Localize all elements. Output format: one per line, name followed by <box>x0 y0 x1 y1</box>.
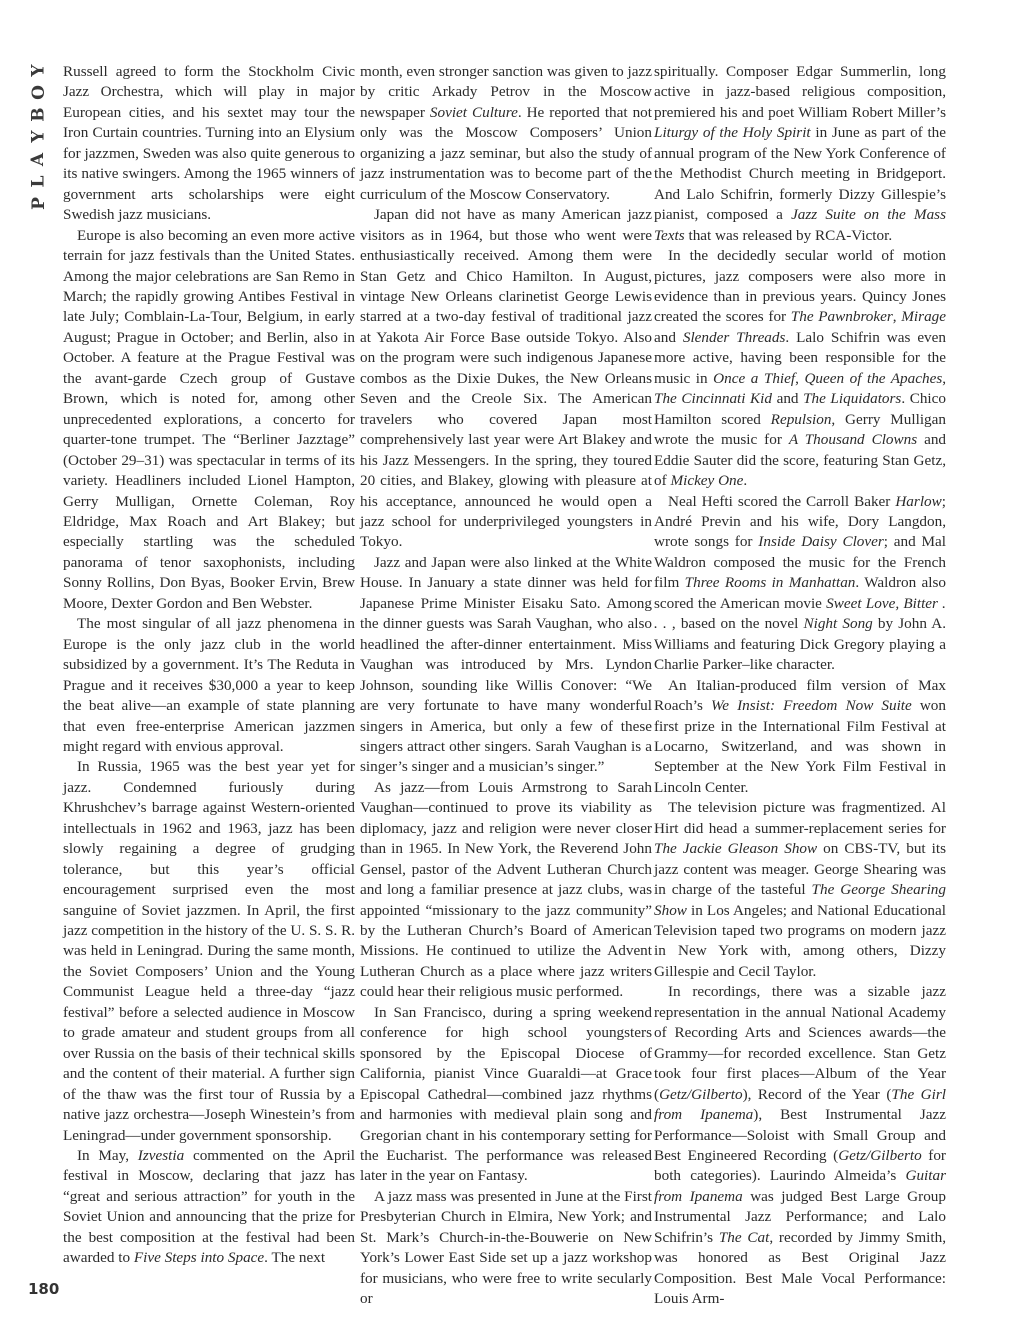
masthead-letter: P <box>28 197 49 210</box>
article-paragraph: In Russia, 1965 was the best year yet for jazz. Condemned furiously during Khrushchev’s barrage against Western-oriented intellectuals in 1962 and 1963, jazz has been slowly regaining a degree of grudging tolerance, but this year’s official encouragement surprised even the most sanguine of Soviet jazzmen. In April, the first jazz competition in the history of the U. S. S. R. was held in Leningrad. During the same month, the Soviet Composers’ Union and the Young Communist League held a three-day “jazz festival” before a selected audience in Moscow to grade amateur and student groups from all over Russia on the basis of their technical skills and the content of their material. A further sign of the thaw was the first tour of Russia by a native jazz orchestra—Joseph Winestein’s from Leningrad—under government sponsorship. <box>63 758 355 1144</box>
masthead-letter: A <box>28 152 49 166</box>
article-paragraph: In recordings, there was a sizable jazz representation in the annual National Academy of Recording Arts and Sciences awards—the Grammy—for recorded excellence. Stan Getz took four first places—Album of the Year (Getz/Gilberto), Record of the Year (The Girl from Ipanema), Best Instrumental Jazz Performance—Soloist with Small Group and Best Engineered Recording (Getz/Gilberto for both categories). Laurindo Almeida’s Guitar from Ipanema was judged Best Large Group Instrumental Jazz Performance; and Lalo Schifrin’s The Cat, recorded by Jimmy Smith, was honored as Best Original Jazz Composition. Best Male Vocal Performance: Louis Arm- <box>654 983 947 1308</box>
page-number: 180 <box>28 1280 60 1298</box>
article-column-2 <box>360 62 652 1308</box>
article-paragraph: month, even stronger sanction was given to jazz by critic Arkady Petrov in the Moscow newspaper Soviet Culture. He reported that not only was the Moscow Composers’ Union organizing a jazz seminar, but also the study of jazz instrumentation was to become part of the curriculum of the Moscow Conservatory. <box>360 63 652 203</box>
masthead-vertical <box>26 62 52 212</box>
article-paragraph: Russell agreed to form the Stockholm Civic Jazz Orchestra, which will play in major European cities, and his sextet may tour the Iron Curtain countries. Turning into an Elysium for jazzmen, Sweden was also quite generous to its native swingers. Among the 1965 winners of government arts scholarships were eight Swedish jazz musicians. <box>63 63 355 224</box>
article-paragraph: In San Francisco, during a spring weekend conference for high school youngsters sponsored by the Episcopal Diocese of California, pianist Vince Guaraldi—at Grace Episcopal Cathedral—combined jazz rhythms and harmonies with medieval plain song and Gregorian chant in his contemporary setting for the Eucharist. The performance was released later in the year on Fantasy. <box>360 1003 652 1185</box>
article-paragraph: Japan did not have as many American jazz visitors as in 1964, but those who went were enthusiastically received. Among them were Stan Getz and Chico Hamilton. In August, vintage New Orleans clarinetist George Lewis starred at a two-day festival of traditional jazz at Yakota Air Force Base outside Tokyo. Also on the program were such indigenous Japanese combos as the Dixie Dukes, the New Orleans Seven and the Creole Six. The American travelers who covered Japan most comprehensively last year were Art Blakey and his Jazz Messengers. In the spring, they toured 20 cities, and Blakey, glowing with pleasure at his acceptance, announced he would open a jazz school for underprivileged youngsters in Tokyo. <box>360 206 652 551</box>
article-paragraph: spiritually. Composer Edgar Summerlin, long active in jazz-based religious composition, premiered his and poet William Robert Miller’s Liturgy of the Holy Spirit in June as part of the annual program of the New York Conference of the Methodist Church meeting in Bridgeport. And Lalo Schifrin, formerly Dizzy Gillespie’s pianist, composed a Jazz Suite on the Mass Texts that was released by RCA-Victor. <box>654 63 946 244</box>
article-column-3 <box>654 62 947 1308</box>
masthead-letter: B <box>28 107 49 122</box>
article-paragraph: The most singular of all jazz phenomena in Europe is the only jazz club in the world subsidized by a government. It’s The Reduta in Prague and it receives $30,000 a year to keep the beat alive—an example of state planning that even free-enterprise American jazzmen might regard with envious approval. <box>63 615 355 755</box>
masthead-letter: O <box>28 85 49 101</box>
article-paragraph: In May, Izvestia commented on the April festival in Moscow, declaring that jazz has “great and serious attraction” for youth in the Soviet Union and announcing that the prize for the best composition at the festival had been awarded to Five Steps into Space. The next <box>63 1147 355 1267</box>
article-paragraph: Neal Hefti scored the Carroll Baker Harlow; André Previn and his wife, Dory Langdon, wrote songs for Inside Daisy Clover; and Mal Waldron composed the music for the French film Three Rooms in Manhattan. Waldron also scored the American movie Sweet Love, Bitter . . . , based on the novel Night Song by John A. Williams and featuring Dick Gregory playing a Charlie Parker–like character. <box>654 492 947 674</box>
article-column-1 <box>63 62 355 1294</box>
article-paragraph: In the decidedly secular world of motion pictures, jazz composers were also more in evidence than in previous years. Quincy Jones created the scores for The Pawnbroker, Mirage and Slender Threads. Lalo Schifrin was even more active, having been responsible for the music in Once a Thief, Queen of the Apaches, The Cincinnati Kid and The Liquidators. Chico Hamilton scored Repulsion, Gerry Mulligan wrote the music for A Thousand Clowns and Eddie Sauter did the score, featuring Stan Getz, of Mickey One. <box>654 247 947 490</box>
article-paragraph: Jazz and Japan were also linked at the White House. In January a state dinner was held for Japanese Prime Minister Eisaku Sato. Among the dinner guests was Sarah Vaughan, who also headlined the after-dinner entertainment. Miss Vaughan was introduced by Mrs. Lyndon Johnson, sounding like Willis Conover: “We are very fortunate to have many wonderful singers in America, but only a few of these singers attract other singers. Sarah Vaughan is a singer’s singer and a musician’s singer.” <box>360 553 652 776</box>
article-paragraph: Europe is also becoming an even more active terrain for jazz festivals than the United States. Among the major celebrations are San Remo in March; the rapidly growing Antibes Festival in late July; Comblain-La-Tour, Belgium, in early August; Prague in October; and Berlin, also in October. A feature at the Prague Festival was the avant-garde Czech group of Gustave Brown, which is noted for, among other unprecedented explorations, a concerto for quarter-tone trumpet. The “Berliner Jazztage” (October 29–31) was spectacular in terms of its variety. Headliners included Lionel Hampton, Gerry Mulligan, Ornette Coleman, Roy Eldridge, Max Roach and Art Blakey; but especially startling was the scheduled panorama of tenor saxophonists, including Sonny Rollins, Don Byas, Booker Ervin, Brew Moore, Dexter Gordon and Ben Webster. <box>63 226 355 612</box>
article-paragraph: An Italian-produced film version of Max Roach’s We Insist: Freedom Now Suite won first prize in the International Film Festival at Locarno, Switzerland, and was shown in September at the New York Film Festival in Lincoln Center. <box>654 676 946 796</box>
article-paragraph: A jazz mass was presented in June at the First Presbyterian Church in Elmira, New York; and St. Mark’s Church-in-the-Bouwerie on New York’s Lower East Side set up a jazz workshop for musicians, who were free to write secularly or <box>360 1187 652 1308</box>
article-paragraph: The television picture was fragmentized. Al Hirt did head a summer-replacement series for The Jackie Gleason Show on CBS-TV, but its jazz content was meager. George Shearing was in charge of the tasteful The George Shearing Show in Los Angeles; and National Educational Television taped two programs on modern jazz in New York with, among others, Dizzy Gillespie and Cecil Taylor. <box>654 799 946 980</box>
article-paragraph: As jazz—from Louis Armstrong to Sarah Vaughan—continued to prove its viability as diplomacy, jazz and religion were never closer than in 1965. In New York, the Reverend John Gensel, pastor of the Advent Lutheran Church and long a familiar presence at jazz clubs, was appointed “missionary to the jazz community” by the Lutheran Church’s Board of American Missions. He continued to utilize the Advent Lutheran Church as a place where jazz writers could hear their religious music performed. <box>360 778 652 1001</box>
masthead-letter: Y <box>28 130 49 144</box>
masthead-letter: L <box>28 175 49 188</box>
masthead-letter: Y <box>28 64 49 77</box>
